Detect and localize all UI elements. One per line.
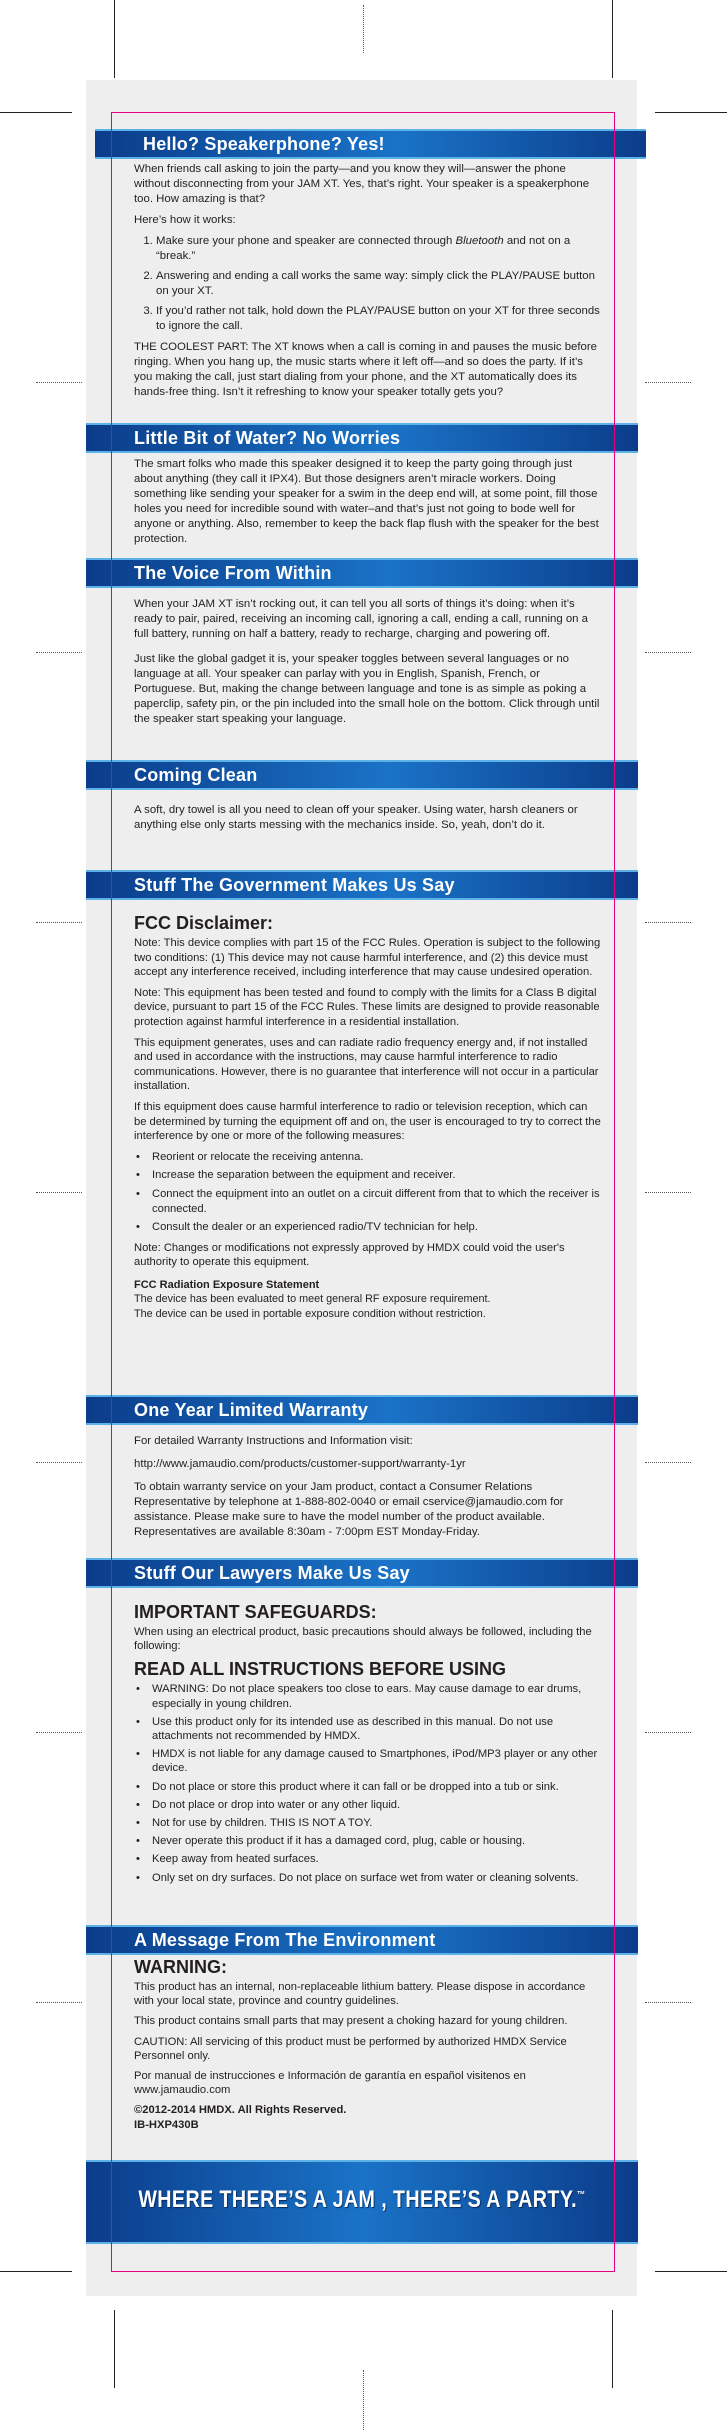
trim-line: [111, 112, 615, 113]
paragraph: Here’s how it works:: [134, 214, 236, 226]
warranty-url[interactable]: http://www.jamaudio.com/products/customer-support/warranty-1yr: [134, 1458, 466, 1470]
list-item: • Not for use by children. THIS IS NOT A TOY.: [152, 1816, 602, 1830]
fold-mark: [645, 2002, 691, 2003]
fold-mark: [36, 1192, 82, 1193]
trim-line: [111, 112, 112, 2272]
section-banner-speakerphone: [95, 129, 646, 159]
paragraph: When your JAM XT isn’t rocking out, it can tell you all sorts of things it’s doing: when it’s ready to pair, paired, receiving an incoming call, ignoring a call, ending a call, running on a full battery, running on half a battery, ready to recharge, charging and powering off.: [134, 598, 589, 640]
fold-mark: [36, 922, 82, 923]
paragraph: If this equipment does cause harmful interference to radio or television reception, which can be determined by turning the equipment off and on, the user is encouraged to try to correct the interference by one or more of the following measures:: [134, 1100, 601, 1143]
crop-mark: [612, 2310, 613, 2388]
list-item: • WARNING: Do not place speakers too close to ears. May cause damage to ear drums, especially in young children.: [152, 1682, 602, 1710]
section-banner-clean: [86, 760, 638, 790]
trim-line: [111, 2271, 615, 2272]
section-lawyers: [134, 1598, 602, 1891]
paragraph: Por manual de instrucciones e Información de garantía en español visitenos en www.jamaudio.com: [134, 2070, 526, 2097]
paragraph: Note: Changes or modifications not expressly approved by HMDX could void the user's authority to operate this equipment.: [134, 1241, 565, 1269]
measures-list: [134, 1150, 602, 1235]
crop-mark: [612, 0, 613, 78]
section-title: A Message From The Environment: [134, 1930, 436, 1950]
section-banner-voice: [86, 558, 638, 588]
section-title: The Voice From Within: [134, 563, 332, 583]
list-item: • Never operate this product if it has a damaged cord, plug, cable or housing.: [152, 1834, 602, 1848]
section-banner-environment: [86, 1925, 638, 1955]
slogan: WHERE THERE’S A JAM , THERE’S A PARTY.™: [138, 2186, 586, 2213]
section-banner-warranty: [86, 1395, 638, 1425]
fold-mark: [645, 1462, 691, 1463]
paragraph: This equipment generates, uses and can radiate radio frequency energy and, if not installed and used in accordance with the instructions, may cause harmful interference to radio communications. However, there is no guarantee that interference will not occur in a particular installation.: [134, 1036, 599, 1093]
instructions-heading: READ ALL INSTRUCTIONS BEFORE USING: [134, 1659, 507, 1680]
section-voice: [134, 597, 602, 733]
section-banner-government: [86, 870, 638, 900]
safeguards-heading: IMPORTANT SAFEGUARDS:: [134, 1602, 377, 1622]
section-title: Little Bit of Water? No Worries: [134, 428, 401, 448]
fold-mark: [363, 2370, 364, 2430]
section-warranty: [134, 1434, 602, 1546]
crop-mark: [655, 2271, 727, 2272]
section-title: Stuff Our Lawyers Make Us Say: [134, 1563, 410, 1583]
warning-heading: WARNING:: [134, 1957, 227, 1977]
paragraph: CAUTION: All servicing of this product must be performed by authorized HMDX Service Personnel only.: [134, 2035, 567, 2062]
paragraph: For detailed Warranty Instructions and Information visit:: [134, 1435, 413, 1447]
paragraph: A soft, dry towel is all you need to clean off your speaker. Using water, harsh cleaners or anything else only starts messing with the mechanics inside. So, yeah, don’t do it.: [134, 804, 578, 831]
crop-mark: [114, 2310, 115, 2388]
list-item: • Use this product only for its intended use as described in this manual. Do not use attachments not recommended by HMDX.: [152, 1715, 602, 1743]
fold-mark: [645, 1732, 691, 1733]
paragraph: The device has been evaluated to meet general RF exposure requirement.: [134, 1293, 491, 1306]
section-title: Hello? Speakerphone? Yes!: [143, 134, 385, 154]
list-item: 3. If you’d rather not talk, hold down the PLAY/PAUSE button on your XT for three seconds to ignore the call.: [156, 304, 602, 334]
paragraph: Note: This device complies with part 15 of the FCC Rules. Operation is subject to the following two conditions: (1) This device may not cause harmful interference, and (2) this device must accept any interference received, including interference that may cause undesired operation.: [134, 937, 601, 979]
list-item: 2. Answering and ending a call works the same way: simply click the PLAY/PAUSE button on your XT.: [156, 269, 602, 299]
list-item: • HMDX is not liable for any damage caused to Smartphones, iPod/MP3 player or any other device.: [152, 1747, 602, 1775]
footer-banner: [86, 2160, 638, 2244]
section-title: One Year Limited Warranty: [134, 1400, 369, 1420]
paragraph: When friends call asking to join the party—and you know they will—answer the phone without disconnecting from your JAM XT. Yes, that’s right. Your speaker is a speakerphone too. How amazing is that?: [134, 163, 590, 205]
fold-mark: [36, 382, 82, 383]
crop-mark: [0, 2271, 72, 2272]
section-clean: [134, 803, 602, 839]
paragraph: To obtain warranty service on your Jam product, contact a Consumer Relations Representative by telephone at 1-888-802-0040 or email cservice@jamaudio.com for assistance. Please make sure to have the model number of the product available. Representatives are available 8:30am - 7:00pm EST Monday-Friday.: [134, 1481, 564, 1538]
fold-mark: [645, 922, 691, 923]
section-government: [134, 909, 602, 1322]
fold-mark: [36, 2002, 82, 2003]
list-item: • Consult the dealer or an experienced radio/TV technician for help.: [152, 1220, 602, 1235]
crop-mark: [114, 0, 115, 78]
section-banner-lawyers: [86, 1558, 638, 1588]
fold-mark: [36, 1732, 82, 1733]
fold-mark: [645, 652, 691, 653]
paragraph: Note: This equipment has been tested and found to comply with the limits for a Class B digital device, pursuant to part 15 of the FCC Rules. These limits are designed to provide reasonable protection against harmful interference in a residential installation.: [134, 986, 600, 1028]
paragraph: THE COOLEST PART: The XT knows when a call is coming in and pauses the music before ringing. When you hang up, the music starts where it left off—and so does the party. If it’s you making the call, just start dialing from your phone, and the XT automatically does its hands-free thing. Isn’t it refreshing to know your speaker totally gets you?: [134, 341, 598, 398]
section-title: Coming Clean: [134, 765, 258, 785]
crop-mark: [0, 112, 72, 113]
fold-mark: [363, 5, 364, 53]
list-item: • Keep away from heated surfaces.: [152, 1852, 602, 1866]
list-item: • Connect the equipment into an outlet on a circuit different from that to which the receiver is connected.: [152, 1187, 602, 1216]
list-item: • Only set on dry surfaces. Do not place on surface wet from water or cleaning solvents.: [152, 1871, 602, 1885]
trim-line: [614, 112, 615, 2272]
list-item: • Reorient or relocate the receiving antenna.: [152, 1150, 602, 1165]
paragraph: This product contains small parts that may present a choking hazard for young children.: [134, 2015, 568, 2028]
list-item: • Do not place or drop into water or any other liquid.: [152, 1798, 602, 1812]
section-water: [134, 457, 602, 553]
fcc-heading: FCC Disclaimer:: [134, 913, 274, 933]
section-environment: [134, 1955, 602, 2132]
fold-mark: [36, 652, 82, 653]
paragraph: Just like the global gadget it is, your speaker toggles between several languages or no language at all. Your speaker can parlay with you in English, Spanish, French, or Portuguese. But, making the change between language and tone is as simple as poking a paperclip, safety pin, or the pin included into the small hole on the bottom. Click through until the speaker start speaking your language.: [134, 653, 600, 725]
paragraph: The smart folks who made this speaker designed it to keep the party going through just about anything (they call it IPX4). But those designers aren’t miracle workers. Doing something like sending your speaker for a swim in the deep end will, at some point, fill those holes you need for incredible sound with water–and that’s just not going to bode well for anyone or anything. Also, remember to keep the back flap flush with the speaker for the best protection.: [134, 458, 599, 545]
section-speakerphone: [134, 162, 602, 406]
paragraph: When using an electrical product, basic precautions should always be followed, including the following:: [134, 1626, 592, 1653]
fold-mark: [645, 382, 691, 383]
copyright: ©2012-2014 HMDX. All Rights Reserved.: [134, 2104, 347, 2117]
list-item: 1. Make sure your phone and speaker are connected through Bluetooth and not on a “break.”: [156, 234, 602, 264]
section-title: Stuff The Government Makes Us Say: [134, 875, 455, 895]
list-item: • Do not place or store this product where it can fall or be dropped into a tub or sink.: [152, 1780, 602, 1794]
fold-mark: [36, 1462, 82, 1463]
paragraph: This product has an internal, non-replaceable lithium battery. Please dispose in accordance with your local state, province and country guidelines.: [134, 1981, 586, 2008]
safeguards-list: [134, 1682, 602, 1884]
crop-mark: [655, 112, 727, 113]
fold-mark: [645, 1192, 691, 1193]
paragraph: The device can be used in portable exposure condition without restriction.: [134, 1308, 486, 1321]
list-item: • Increase the separation between the equipment and receiver.: [152, 1168, 602, 1183]
document-code: IB-HXP430B: [134, 2118, 199, 2131]
section-banner-water: [86, 423, 638, 453]
steps-list: [134, 234, 602, 334]
trademark: ™: [577, 2190, 586, 2201]
radiation-heading: FCC Radiation Exposure Statement: [134, 1278, 320, 1291]
